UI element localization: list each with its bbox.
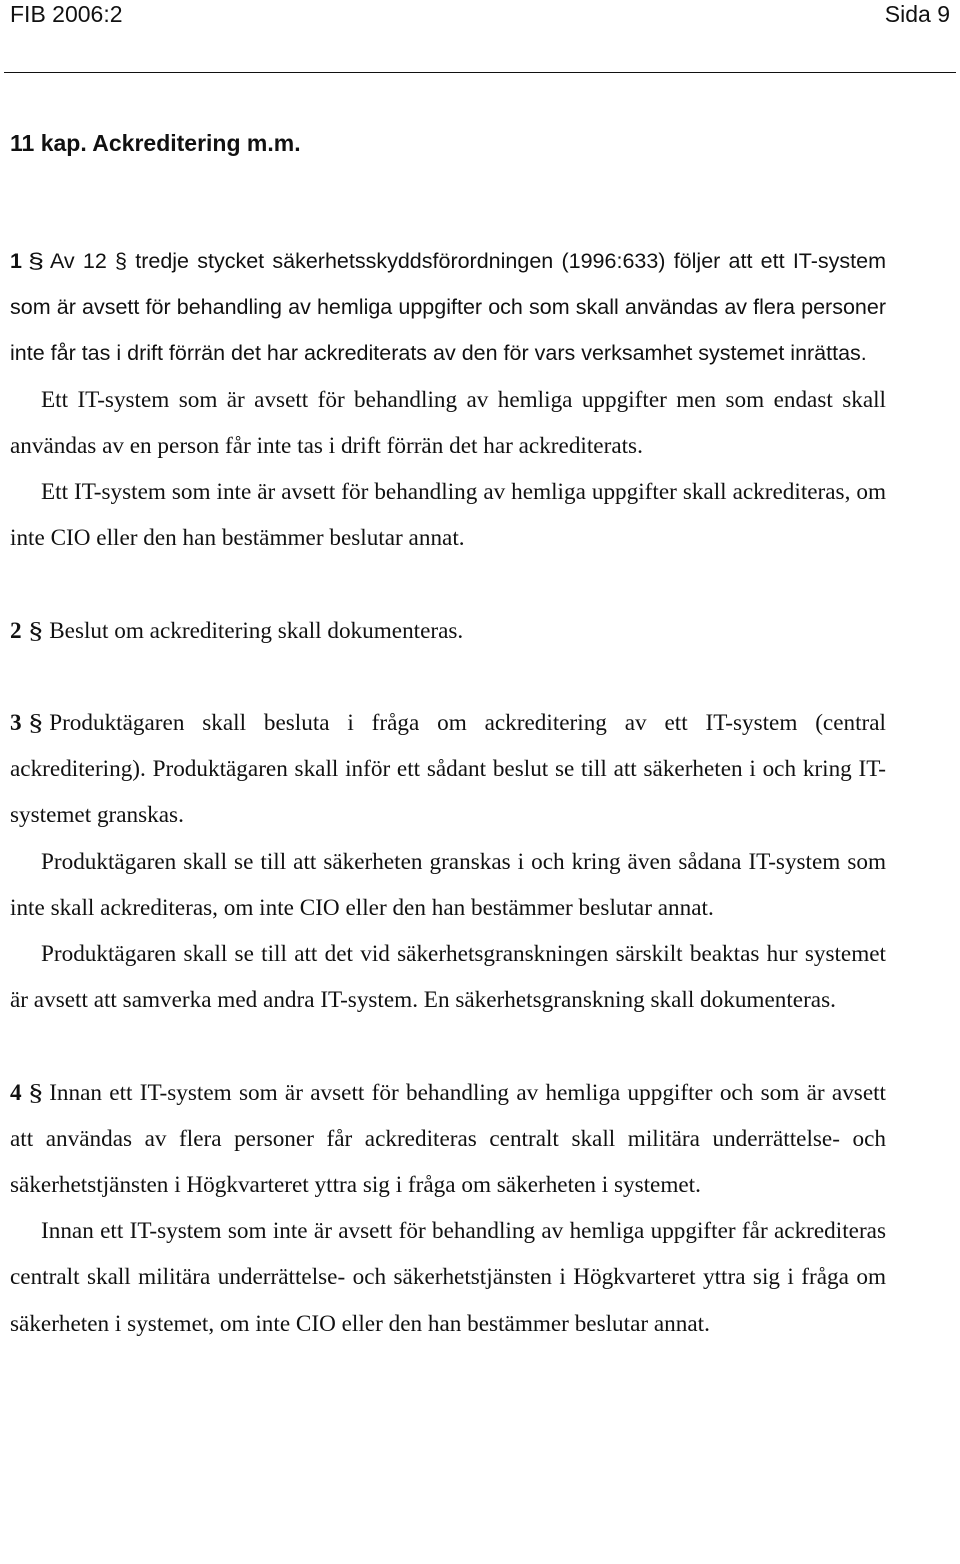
paragraph-text: Av 12 § tredje stycket säkerhetsskyddsförordningen (1996:633) följer att ett IT-system som är avsett för behandling av hemliga uppgifter och som skall användas av flera personer inte får tas i drift förrän det har ackrediterats av den för vars verksamhet systemet inrättas.	[10, 249, 886, 366]
section-1-paragraph-3: Ett IT-system som inte är avsett för behandling av hemliga uppgifter skall ackrediteras, om inte CIO eller den han bestämmer beslutar annat.	[10, 479, 886, 552]
section-4-paragraph-2: Innan ett IT-system som inte är avsett för behandling av hemliga uppgifter får ackrediteras centralt skall militära underrättelse- och säkerhetstjänsten i Högkvarteret yttra sig i fråga om säkerheten i systemet, om inte CIO eller den han bestämmer beslutar annat.	[10, 1218, 886, 1337]
section-symbol: §	[27, 1079, 44, 1106]
paragraph-text: Produktägaren skall besluta i fråga om ackreditering av ett IT-system (central ackreditering). Produktägaren skall inför ett sådant beslut se till att säkerheten i och kring IT-systemet granskas.	[10, 710, 886, 829]
paragraph-text: Innan ett IT-system som är avsett för behandling av hemliga uppgifter och som är avsett att användas av flera personer får ackrediteras centralt skall militära underrättelse- och säkerhetstjänsten i Högkvarteret yttra sig i fråga om säkerheten i systemet.	[10, 1079, 886, 1199]
section-number: 3	[10, 710, 22, 736]
page-number: Sida 9	[884, 1, 950, 27]
section-3-paragraph-2: Produktägaren skall se till att säkerheten granskas i och kring även sådana IT-system som inte skall ackrediteras, om inte CIO eller den han bestämmer beslutar annat.	[10, 848, 886, 921]
document-id: FIB 2006:2	[10, 1, 123, 27]
header-divider	[4, 72, 956, 73]
chapter-title: 11 kap. Ackreditering m.m.	[10, 130, 301, 156]
section-4-paragraph-1	[10, 1070, 886, 1209]
section-2-paragraph-1	[10, 608, 886, 654]
section-symbol: §	[27, 249, 45, 273]
section-3-paragraph-3: Produktägaren skall se till att det vid säkerhetsgranskningen särskilt beaktas hur systemet är avsett att samverka med andra IT-system. En säkerhetsgranskning skall dokumenteras.	[10, 941, 886, 1014]
page-header	[10, 0, 950, 34]
section-number: 1	[10, 249, 22, 273]
section-number: 4	[10, 1079, 22, 1106]
section-symbol: §	[27, 710, 44, 736]
document-body	[10, 238, 886, 1347]
section-symbol: §	[27, 617, 44, 644]
section-1-paragraph-1	[10, 238, 886, 377]
section-1-paragraph-2: Ett IT-system som är avsett för behandling av hemliga uppgifter men som endast skall användas av en person får inte tas i drift förrän det har ackrediterats.	[10, 386, 886, 459]
section-3-paragraph-1	[10, 700, 886, 839]
section-number: 2	[10, 617, 22, 644]
paragraph-text: Beslut om ackreditering skall dokumenteras.	[49, 617, 464, 644]
